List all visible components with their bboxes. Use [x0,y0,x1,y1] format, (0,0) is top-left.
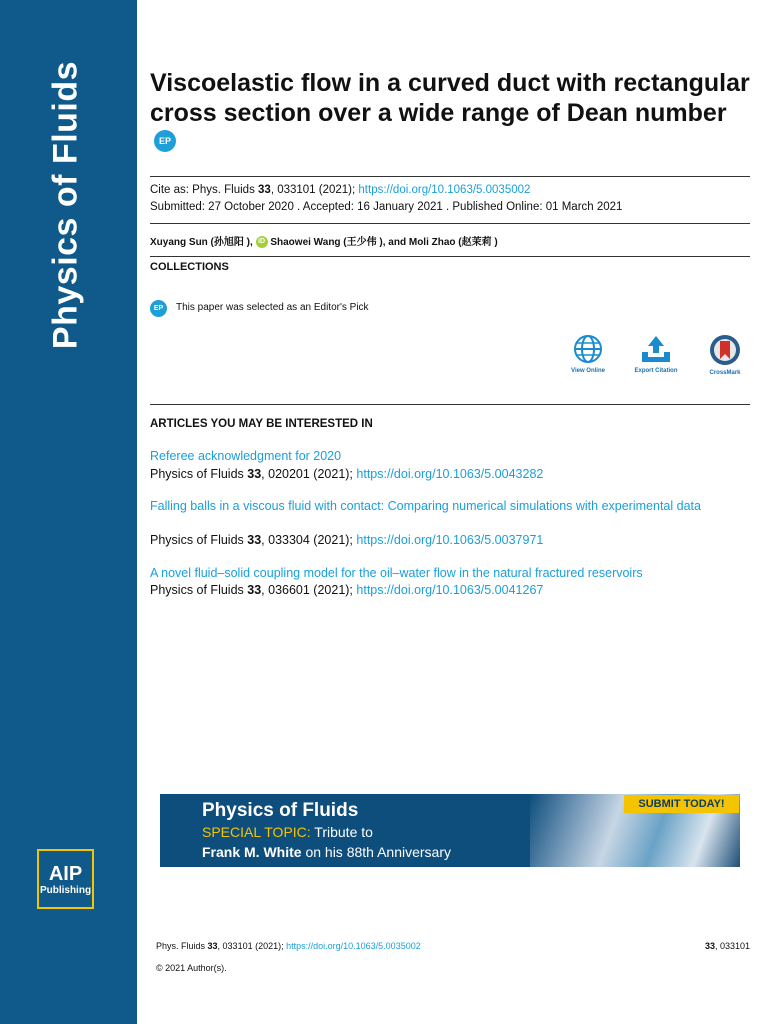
view-online-label: View Online [571,368,605,374]
banner-honoree: Frank M. White [202,844,302,860]
related-article-title[interactable]: Referee acknowledgment for 2020 [150,449,342,463]
footer-volume: 33 [207,941,218,951]
crossmark-button[interactable] [700,334,750,376]
divider [150,404,750,405]
article-title-text: Viscoelastic flow in a curved duct with rectangular cross section over a wide range of Dean number [150,69,750,127]
logo-line2: Publishing [39,885,92,896]
footer-citation [156,941,421,951]
footer-right-volume: 33 [704,941,715,951]
cite-prefix: Cite as: Phys. Fluids [150,184,259,196]
editors-pick-note: This paper was selected as an Editor's Pick [176,302,369,313]
footer-doi-link[interactable]: https://doi.org/10.1063/5.0035002 [286,941,421,951]
aip-publishing-logo[interactable] [37,849,94,909]
journal-sidebar [0,0,137,1024]
editors-pick-badge-icon: EP [154,130,176,152]
globe-icon [573,334,603,364]
logo-line1: AIP [48,863,83,885]
divider [150,223,750,224]
article-doi-link[interactable]: https://doi.org/10.1063/5.0035002 [358,184,531,196]
ref-volume: 33 [247,583,262,597]
author-list [150,233,498,248]
related-article-title[interactable]: A novel fluid–solid coupling model for the oil–water flow in the natural fractured reservoirs [150,566,643,580]
ref-journal: Physics of Fluids [150,467,248,481]
related-article-title[interactable]: Falling balls in a viscous fluid with contact: Comparing numerical simulations with experimental data [150,499,701,513]
submit-today-button[interactable]: SUBMIT TODAY! [624,795,739,813]
banner-topic-rest: Tribute to [310,824,373,840]
export-citation-label: Export Citation [634,368,678,374]
orcid-icon[interactable]: iD [256,236,268,248]
ref-details: , 036601 (2021); [261,583,357,597]
cite-volume: 33 [258,184,271,196]
author-sun[interactable]: Xuyang Sun (孙旭阳 ), [150,237,253,248]
footer-right-rest: , 033101 [714,941,750,951]
special-topic-banner[interactable] [160,794,740,867]
banner-title: Physics of Fluids [202,800,359,821]
divider [150,176,750,177]
ref-details: , 033304 (2021); [261,533,357,547]
related-articles-heading: ARTICLES YOU MAY BE INTERESTED IN [150,418,373,430]
copyright: © 2021 Author(s). [156,963,227,973]
crossmark-icon [709,334,741,366]
ref-doi-link[interactable]: https://doi.org/10.1063/5.0043282 [356,467,544,481]
editors-pick-icon: EP [150,300,167,317]
crossmark-label: CrossMark [709,370,741,376]
banner-topic [202,824,373,840]
ref-volume: 33 [247,467,262,481]
cite-rest: , 033101 (2021); [270,184,359,196]
divider [150,256,750,257]
ref-doi-link[interactable]: https://doi.org/10.1063/5.0041267 [356,583,544,597]
article-title [150,68,750,158]
banner-honoree-rest: on his 88th Anniversary [301,844,451,860]
ref-volume: 33 [247,533,262,547]
authors-wang-zhao[interactable]: Shaowei Wang (王少伟 ), and Moli Zhao (赵茉莉 ) [267,237,498,248]
ref-journal: Physics of Fluids [150,583,248,597]
footer-article-number [705,941,750,951]
related-article-ref [150,533,543,547]
footer-ref-rest: , 033101 (2021); [217,941,287,951]
banner-topic-label: SPECIAL TOPIC: [202,824,311,840]
collections-heading: COLLECTIONS [150,261,229,273]
ref-journal: Physics of Fluids [150,533,248,547]
journal-name-vertical: Physics of Fluids [46,60,85,350]
related-article-ref [150,467,543,481]
footer-ref-prefix: Phys. Fluids [156,941,208,951]
related-article-ref [150,583,543,597]
export-citation-button[interactable] [631,334,681,374]
banner-tribute [202,844,451,860]
view-online-button[interactable] [563,334,613,374]
ref-details: , 020201 (2021); [261,467,357,481]
publication-dates: Submitted: 27 October 2020 . Accepted: 16 January 2021 . Published Online: 01 March 2021 [150,201,623,213]
ref-doi-link[interactable]: https://doi.org/10.1063/5.0037971 [356,533,544,547]
export-icon [639,334,673,364]
cite-as-line [150,184,530,196]
